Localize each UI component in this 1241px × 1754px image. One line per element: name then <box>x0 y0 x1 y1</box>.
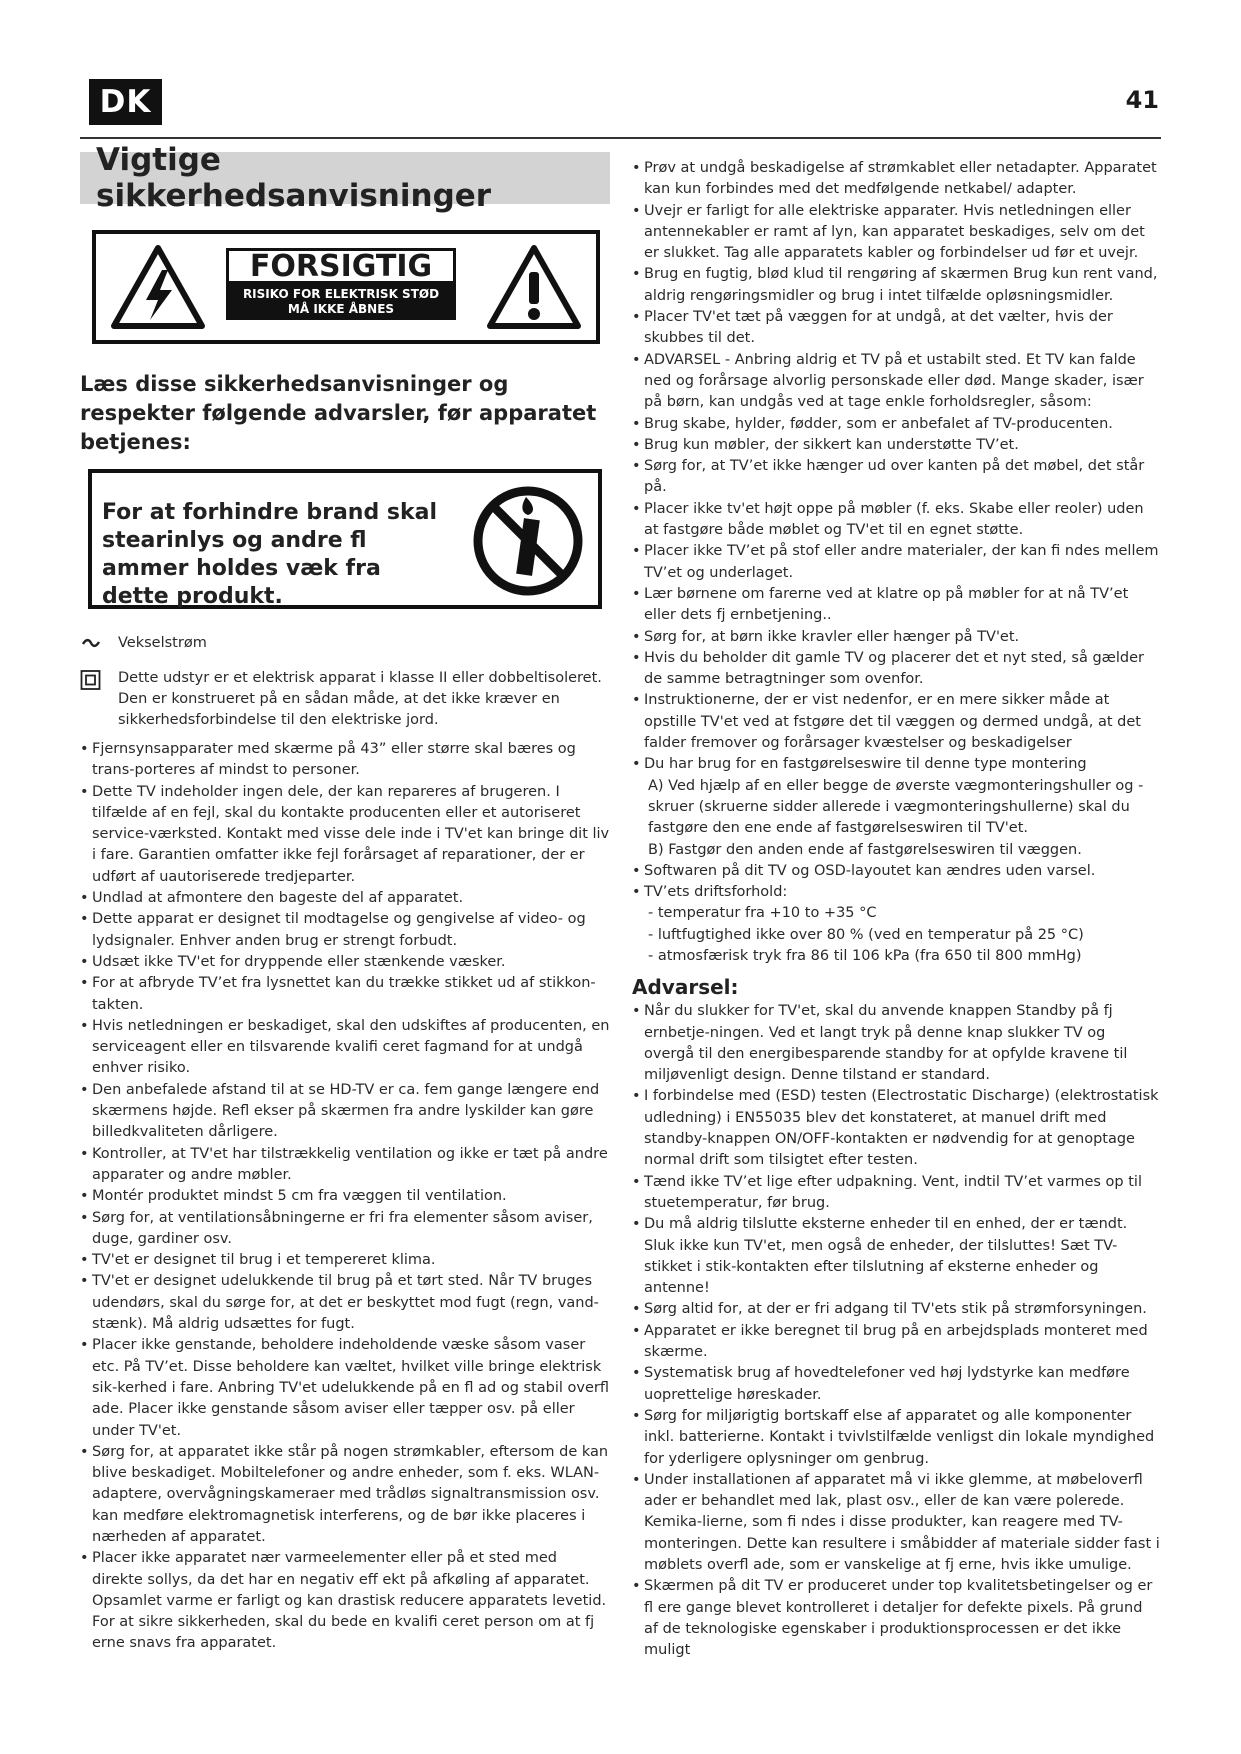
condition-humidity: - luftfugtighed ikke over 80 % (ved en temperatur på 25 °C) <box>648 926 1084 943</box>
list-item: • For at afbryde TV’et fra lysnettet kan du trække stikket ud af stikkon-takten. <box>80 973 610 1016</box>
list-item: • Sørg altid for, at der er fri adgang til TV'ets stik på strømforsyningen. <box>632 1299 1160 1320</box>
symbol-row-ac <box>80 633 610 660</box>
list-item: • ADVARSEL - Anbring aldrig et TV på et ustabilt sted. Et TV kan falde ned og forårsage alvorlig personskade eller død. Mange skader, især på børn, kan undgås ved at tage enkle forholdsregler, såsom: <box>632 350 1160 414</box>
right-column <box>632 158 1160 1661</box>
list-item: • Sørg for, at ventilationsåbningerne er fri fra elementer såsom aviser, duge, gardiner osv. <box>80 1208 610 1251</box>
list-item: • Lær børnene om farerne ved at klatre op på møbler for at nå TV’et eller dets fj ernbetjening.. <box>632 584 1160 627</box>
mount-step-b: B) Fastgør den anden ende af fastgørelseswiren til væggen. <box>648 841 1082 858</box>
list-item: • I forbindelse med (ESD) testen (Electrostatic Discharge) (elektrostatisk udledning) i EN55035 blev det konstateret, at manuel drift med standby-knappen ON/OFF-kontakten er nødvendig for at genoptage normal drift som tilsigtet efter testen. <box>632 1086 1160 1171</box>
page-number: 41 <box>1125 86 1159 114</box>
list-item: • Hvis netledningen er beskadiget, skal den udskiftes af producenten, en serviceagent eller en tilsvarende kvalifi ceret fagmand for at undgå enhver risiko. <box>80 1016 610 1080</box>
symbol-text-class-ii: Dette udstyr er et elektrisk apparat i klasse II eller dobbeltisoleret. Den er konstrueret på en sådan måde, at det ikke kræver en sikkerhedsforbindelse til den elektriske jord. <box>118 670 602 728</box>
list-item: • Når du slukker for TV'et, skal du anvende knappen Standby på fj ernbetje-ningen. Ved et langt tryk på denne knap slukker TV og overgå til den energibesparende standby for at opfylde kravene til miljøvenligt design. Denne tilstand er standard. <box>632 1001 1160 1086</box>
list-item: • TV'et er designet udelukkende til brug på et tørt sted. Når TV bruges udendørs, skal du sørge for, at det er beskyttet mod fugt (regn, vand-stænk). Må aldrig udsættes for fugt. <box>80 1271 610 1335</box>
page-title: Vigtige sikkerhedsanvisninger <box>80 152 610 204</box>
fire-warning-box <box>88 469 602 609</box>
list-item: • Placer ikke apparatet nær varmeelementer eller på et sted med direkte sollys, da det har en negativ eff ekt på afkøling af apparatet. Opsamlet varme er farligt og kan drastisk reducere apparatets levetid. For at sikre sikkerheden, skal du bede en kvalifi ceret person om at fj erne snavs fra apparatet. <box>80 1548 610 1654</box>
condition-pressure: - atmosfærisk tryk fra 86 til 106 kPa (fra 650 til 800 mmHg) <box>648 947 1082 964</box>
list-item: • TV'et er designet til brug i et tempereret klima. <box>80 1250 610 1271</box>
electric-shock-warning-icon <box>110 244 206 334</box>
condition-temperature: - temperatur fra +10 to +35 °C <box>648 905 877 922</box>
list-item: • Tænd ikke TV’et lige efter udpakning. Vent, indtil TV’et varmes op til stuetemperatur, før brug. <box>632 1172 1160 1215</box>
list-item: • Kontroller, at TV'et har tilstrækkelig ventilation og ikke er tæt på andre apparater og andre møbler. <box>80 1144 610 1187</box>
list-item: • Du har brug for en fastgørelseswire til denne type montering <box>632 754 1160 775</box>
caution-title: FORSIGTIG <box>226 248 456 284</box>
list-item: • Uvejr er farligt for alle elektriske apparater. Hvis netledningen eller antennekabler er ramt af lyn, kan apparatet beskadiges, selv om det er slukket. Tag alle apparatets kabler og forbindelser ud før et uvejr. <box>632 201 1160 265</box>
right-bullet-list <box>632 158 1160 776</box>
list-item: • Softwaren på dit TV og OSD-layoutet kan ændres uden varsel. <box>632 861 1160 882</box>
list-item: • Placer ikke tv'et højt oppe på møbler (f. eks. Skabe eller reoler) uden at fastgøre både møblet og TV'et til en egnet støtte. <box>632 499 1160 542</box>
list-item: • Systematisk brug af hovedtelefoner ved høj lydstyrke kan medføre uoprettelige høreskader. <box>632 1363 1160 1406</box>
fire-warning-text: For at forhindre brand skal stearinlys og andre fl ammer holdes væk fra dette produkt. <box>102 500 437 609</box>
symbol-text-ac: Vekselstrøm <box>118 635 207 651</box>
list-item: • Den anbefalede afstand til at se HD-TV er ca. fem gange længere end skærmens højde. Refl ekser på skærmen fra andre lyskilder kan gøre billedkvaliteten dårligere. <box>80 1080 610 1144</box>
caution-text-block <box>226 248 456 320</box>
list-item: • Placer ikke genstande, beholdere indeholdende væske såsom vaser etc. På TV’et. Disse beholdere kan væltet, hvilket ville bringe elektrisk sik-kerhed i fare. Anbring TV'et udelukkende på en fl ad og stabil overfl ade. Placer ikke genstande såsom aviser eller tæpper osv. på eller under TV'et. <box>80 1335 610 1441</box>
caution-line-1: RISIKO FOR ELEKTRISK STØD <box>242 287 440 301</box>
list-item: • Apparatet er ikke beregnet til brug på en arbejdsplads monteret med skærme. <box>632 1321 1160 1364</box>
header-rule <box>80 137 1161 139</box>
list-item: • Placer TV'et tæt på væggen for at undgå, at det vælter, hvis der skubbes til det. <box>632 307 1160 350</box>
list-item: • Instruktionerne, der er vist nedenfor, er en mere sikker måde at opstille TV'et ved at fstgøre det til væggen og dermed undgå, at det falder fremover og forårsager kvæstelser og beskadigelser <box>632 690 1160 754</box>
list-item: • Sørg for, at apparatet ikke står på nogen strømkabler, eftersom de kan blive beskadiget. Mobiltelefoner og andre enheder, som f. eks. WLAN-adaptere, overvågningskameraer med trådløs signaltransmission osv. kan medføre elektromagnetisk interferens, og de bør ikke placeres i nærheden af apparatet. <box>80 1442 610 1548</box>
right-bullet-list-2 <box>632 861 1160 904</box>
left-bullet-list <box>80 739 610 1655</box>
list-item: • Under installationen af apparatet må vi ikke glemme, at møbeloverfl ader er behandlet med lak, plast osv., eller de kan være polerede. Kemika-lierne, som fi ndes i disse produkter, kan reagere med TV-monteringen. Dette kan resultere i småbidder af materiale sidder fast i møblets overfl ade, som er vanskelige at fj erne, hvis ikke umulige. <box>632 1470 1160 1576</box>
list-item: • Montér produktet mindst 5 cm fra væggen til ventilation. <box>80 1186 610 1207</box>
intro-heading: Læs disse sikkerhedsanvisninger og respekter følgende advarsler, før apparatet betjenes: <box>80 372 597 454</box>
list-item: • Brug skabe, hylder, fødder, som er anbefalet af TV-producenten. <box>632 414 1160 435</box>
list-item: • Placer ikke TV’et på stof eller andre materialer, der kan fi ndes mellem TV’et og underlaget. <box>632 541 1160 584</box>
list-item: • Dette apparat er designet til modtagelse og gengivelse af video- og lydsignaler. Enhver anden brug er strengt forbudt. <box>80 909 610 952</box>
mount-steps <box>632 776 1160 861</box>
ac-icon <box>80 633 118 660</box>
class-ii-icon <box>80 668 118 731</box>
language-badge: DK <box>89 79 162 125</box>
list-item: • Fjernsynsapparater med skærme på 43” eller større skal bæres og trans-porteres af mindst to personer. <box>80 739 610 782</box>
list-item: • Prøv at undgå beskadigelse af strømkablet eller netadapter. Apparatet kan kun forbindes med det medfølgende netkabel/ adapter. <box>632 158 1160 201</box>
symbol-legend <box>80 633 610 731</box>
list-item: • Dette TV indeholder ingen dele, der kan repareres af brugeren. I tilfælde af en fejl, skal du kontakte producenten eller et autoriseret service-værksted. Kontakt med visse dele inde i TV'et kan bringe dit liv i fare. Garantien omfatter ikke fejl forårsaget af reparationer, der er udført af uautoriserede tredjeparter. <box>80 782 610 888</box>
exclamation-warning-icon <box>486 244 582 334</box>
list-item: • Undlad at afmontere den bageste del af apparatet. <box>80 888 610 909</box>
symbol-row-class-ii <box>80 668 610 731</box>
mount-step-a: A) Ved hjælp af en eller begge de øverste vægmonteringshuller og -skruer (skruerne sidder allerede i vægmonteringshullerne) skal du fastgøre den ene ende af fastgørelseswiren til TV'et. <box>648 777 1144 837</box>
advarsel-heading: Advarsel: <box>632 975 739 1000</box>
list-item: • Du må aldrig tilslutte eksterne enheder til en enhed, der er tændt. Sluk ikke kun TV'et, men også de enheder, der tilsluttes! Sæt TV-stikket i stik-kontakten efter tilslutning af eksterne enheder og antenne! <box>632 1214 1160 1299</box>
caution-subtitle <box>226 284 456 320</box>
left-column <box>80 142 610 1655</box>
list-item: • Sørg for, at TV’et ikke hænger ud over kanten på det møbel, det står på. <box>632 456 1160 499</box>
advarsel-bullet-list <box>632 1001 1160 1661</box>
list-item: • Hvis du beholder dit gamle TV og placerer det et nyt sted, så gælder de samme betragtninger som ovenfor. <box>632 648 1160 691</box>
list-item: • Udsæt ikke TV'et for dryppende eller stænkende væsker. <box>80 952 610 973</box>
caution-line-2: MÅ IKKE ÅBNES <box>287 302 395 316</box>
list-item: • TV’ets driftsforhold: <box>632 882 1160 903</box>
list-item: • Sørg for miljørigtig bortskaff else af apparatet og alle komponenter inkl. batterierne. Kontakt i tvivlstilfælde venligst din lokale myndighed for yderligere oplysninger om genbrug. <box>632 1406 1160 1470</box>
caution-label <box>92 230 600 344</box>
no-open-flame-icon <box>470 483 586 603</box>
list-item: • Sørg for, at børn ikke kravler eller hænger på TV'et. <box>632 627 1160 648</box>
list-item: • Brug kun møbler, der sikkert kan understøtte TV’et. <box>632 435 1160 456</box>
list-item: • Brug en fugtig, blød klud til rengøring af skærmen Brug kun rent vand, aldrig rengøringsmidler og brug i intet tilfælde opløsningsmidler. <box>632 264 1160 307</box>
list-item: • Skærmen på dit TV er produceret under top kvalitetsbetingelser og er fl ere gange blevet kontrolleret i detaljer for defekte pixels. På grund af de teknologiske egenskaber i produktionsprocessen er det ikke muligt <box>632 1576 1160 1661</box>
